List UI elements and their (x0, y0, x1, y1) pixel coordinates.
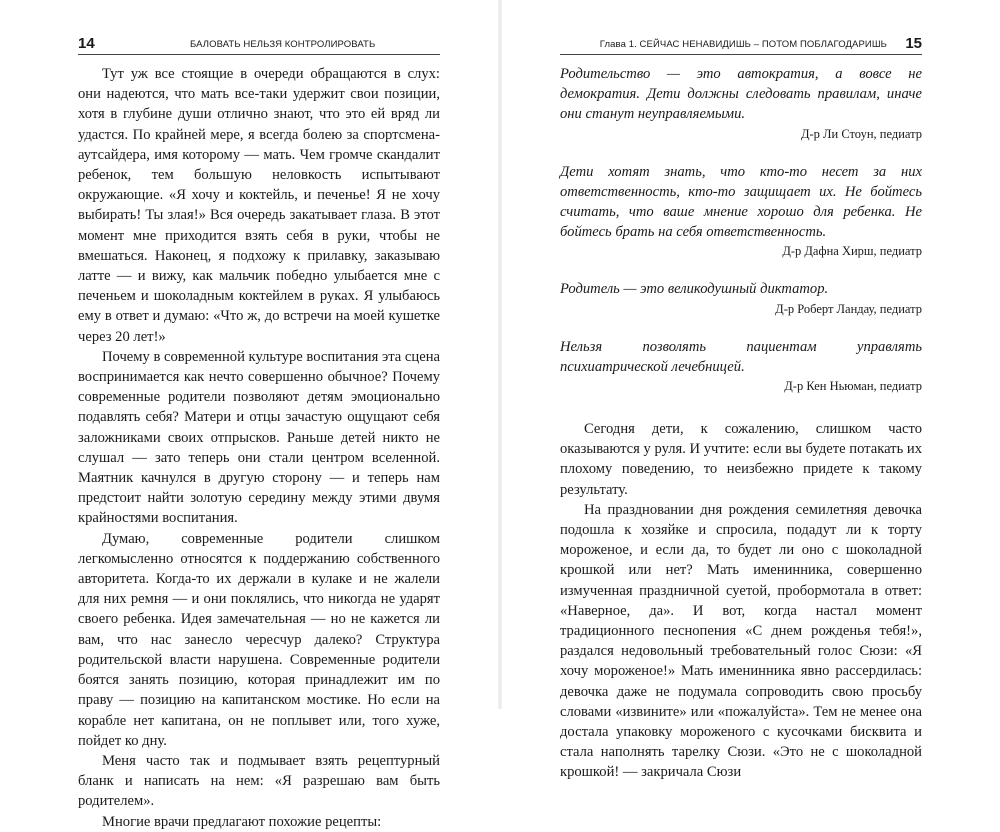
quote-block (560, 337, 922, 395)
quote-text: Нельзя позволять пациентам управлять психиатрической лечебницей. (560, 338, 922, 375)
page-number: 15 (905, 35, 922, 52)
left-page-body (78, 64, 440, 832)
quote-author: Д-р Дафна Хирш, педиатр (782, 244, 922, 259)
running-title: Глава 1. СЕЙЧАС НЕНАВИДИШЬ – ПОТОМ ПОБЛАГОДАРИШЬ (599, 39, 887, 50)
quote-author: Д-р Ли Стоун, педиатр (800, 126, 922, 141)
quote-author: Д-р Кен Ньюман, педиатр (784, 379, 922, 394)
right-page (500, 0, 1000, 781)
quote-text: Родитель — это великодушный диктатор. (560, 281, 829, 298)
quote-text: Дети хотят знать, что кто-то несет за них ответственность, кто-то защищает их. Не бойтесь считать, что ваше мнение хорошо для ребенка. Не бойтесь брать на себя ответственность. (560, 163, 922, 241)
header-rule (560, 54, 922, 55)
paragraph: Многие врачи предлагают похожие рецепты: (102, 813, 382, 830)
paragraph: Меня часто так и подмывает взять рецептурный бланк и написать на нем: «Я разрешаю вам быть родителем». (78, 752, 440, 810)
quote-block (560, 162, 922, 261)
left-page (0, 0, 500, 830)
paragraph: Тут уж все стоящие в очереди обращаются в слух: они надеются, что мать все-таки удержит свои позиции, хотя в глубине души отлично знают, что это ей вряд ли удастся. По крайней мере, я всегда болею за спортсмена-аутсайдера, имя которому — мать. Чем громче скандалит ребенок, тем большую неловкость испытывают окружающие. «Я хочу и коктейль, и печенье! Я не хочу выбирать! Ты злая!» Вся очередь закатывает глаза. В этот момент мне приходится взять себя в руки, чтобы не вмешаться. Наконец, я подхожу к прилавку, заказываю латте — и вижу, как мальчик победно улыбается мне с печеньем и шоколадным коктейлем в руках. Я улыбаюсь ему в ответ и думаю: «Что ж, до встречи на моей кушетке через 20 лет!» (78, 66, 440, 345)
paragraph: Сегодня дети, к сожалению, слишком часто оказываются у руля. И учтите: если вы будете потакать их плохому поведению, то неизбежно придете к такому результату. (560, 421, 922, 498)
running-title: БАЛОВАТЬ НЕЛЬЗЯ КОНТРОЛИРОВАТЬ (190, 39, 376, 50)
right-page-header (560, 34, 922, 54)
paragraph: Почему в современной культуре воспитания эта сцена воспринимается как нечто совершенно обычное? Почему современные родители позволяют детям эмоционально подавлять себя? Матери и отцы зачастую ощущают себя заложниками своих отпрысков. Раньше детей никто не слушал — зато теперь они стали центром вселенной. Маятник качнулся в другую сторону — и теперь нам предстоит найти золотую середину между этими двумя крайностями воспитания. (78, 348, 440, 527)
quote-block (560, 64, 922, 143)
header-rule (78, 54, 440, 55)
right-page-body (560, 64, 922, 783)
paragraph: Думаю, современные родители слишком легкомысленно относятся к поддержанию собственного авторитета. Когда-то их держали в кулаке и не жалели для них ремня — и они поклялись, что никогда не ударят своего ребенка. Идея замечательная — но не кажется ли вам, что нас занесло чересчур далеко? Структура родительской власти нарушена. Современные родители боятся занять позицию, которая принадлежит им по праву — позицию на капитанском мостике. Но если на корабле нет капитана, он не поплывет или, того хуже, пойдет ко дну. (78, 530, 440, 749)
quote-block (560, 279, 922, 317)
quote-text: Родительство — это автократия, а вовсе не демократия. Дети должны следовать правилам, иначе они станут неуправляемыми. (560, 66, 922, 123)
paragraph: На праздновании дня рождения семилетняя девочка подошла к хозяйке и спросила, подадут ли к торту мороженое, и если да, то будет ли оно с шоколадной крошкой или нет? Мать именинника, совершенно измученная праздничной суетой, пробормотала в ответ: «Наверное, да». И вот, когда настал момент традиционного песнопения «С днем рожденья тебя!», раздался недовольный требовательный голос Сюзи: «Я хочу мороженое!» Мать именинника явно рассердилась: девочка даже не подумала сопроводить свою просьбу словами «извините» или «пожалуйста». Тем не менее она достала упаковку мороженого с кусочками бисквита и стала наполнять тарелку Сюзи. «Это не с шоколадной крошкой! — закричала Сюзи (560, 501, 922, 781)
left-page-header (78, 34, 440, 54)
quote-author: Д-р Роберт Ландау, педиатр (775, 301, 922, 316)
page-number: 14 (78, 35, 95, 52)
